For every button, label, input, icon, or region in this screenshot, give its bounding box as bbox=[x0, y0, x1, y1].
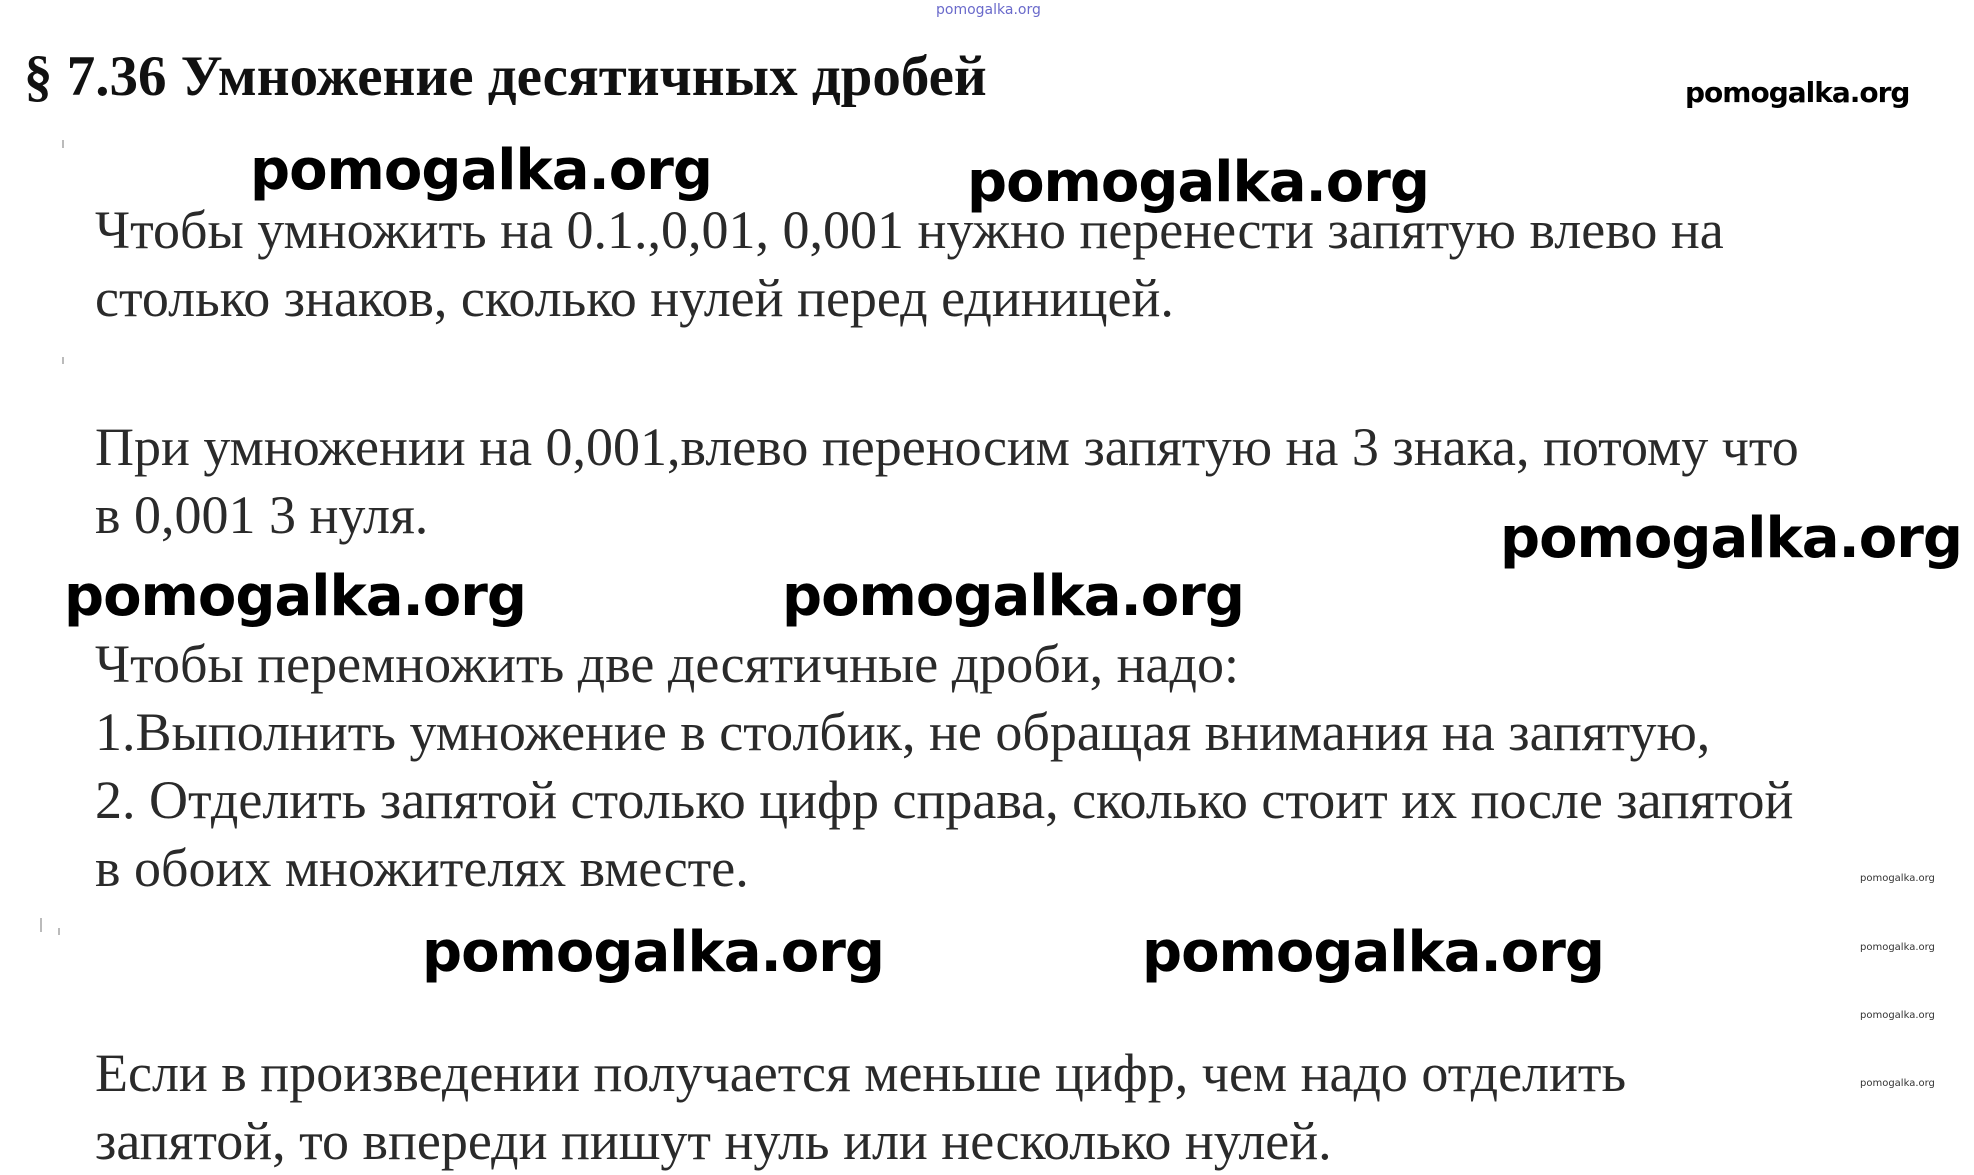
paragraph-line: 2. Отделить запятой столько цифр справа, сколько стоит их после запятой bbox=[95, 770, 1794, 830]
scan-speck bbox=[40, 918, 42, 932]
paragraph-line: в обоих множителях вместе. bbox=[95, 838, 749, 898]
watermark: pomogalka.org bbox=[64, 564, 526, 629]
watermark-small: pomogalka.org bbox=[1860, 1078, 1935, 1089]
watermark-small: pomogalka.org bbox=[1860, 873, 1935, 884]
paragraph-rule-steps bbox=[95, 630, 1793, 902]
paragraph-line: запятой, то впереди пишут нуль или несколько нулей. bbox=[95, 1111, 1332, 1171]
watermark: pomogalka.org bbox=[422, 920, 884, 985]
watermark-small: pomogalka.org bbox=[1860, 942, 1935, 953]
paragraph-line: в 0,001 3 нуля. bbox=[95, 485, 429, 545]
paragraph-multiply-by-fraction bbox=[95, 196, 1724, 332]
watermark-small: pomogalka.org bbox=[1860, 1010, 1935, 1021]
watermark-header: pomogalka.org bbox=[1685, 76, 1910, 109]
paragraph-line: Чтобы перемножить две десятичные дроби, надо: bbox=[95, 634, 1239, 694]
watermark: pomogalka.org bbox=[250, 138, 712, 203]
paragraph-line: столько знаков, сколько нулей перед единицей. bbox=[95, 268, 1174, 328]
watermark: pomogalka.org bbox=[967, 150, 1429, 215]
scan-speck bbox=[62, 357, 64, 364]
paragraph-leading-zeros bbox=[95, 1039, 1626, 1175]
paragraph-line: При умножении на 0,001,влево переносим запятую на 3 знака, потому что bbox=[95, 417, 1799, 477]
page-title: § 7.36 Умножение десятичных дробей bbox=[24, 45, 987, 108]
scan-speck bbox=[62, 140, 64, 148]
scan-speck bbox=[58, 928, 60, 935]
paragraph-line: Чтобы умножить на 0.1.,0,01, 0,001 нужно перенести запятую влево на bbox=[95, 200, 1724, 260]
paragraph-line: 1.Выполнить умножение в столбик, не обращая внимания на запятую, bbox=[95, 702, 1711, 762]
watermark-top: pomogalka.org bbox=[936, 2, 1041, 18]
paragraph-line: Если в произведении получается меньше цифр, чем надо отделить bbox=[95, 1043, 1627, 1103]
watermark: pomogalka.org bbox=[782, 564, 1244, 629]
watermark: pomogalka.org bbox=[1500, 506, 1962, 571]
watermark: pomogalka.org bbox=[1142, 920, 1604, 985]
